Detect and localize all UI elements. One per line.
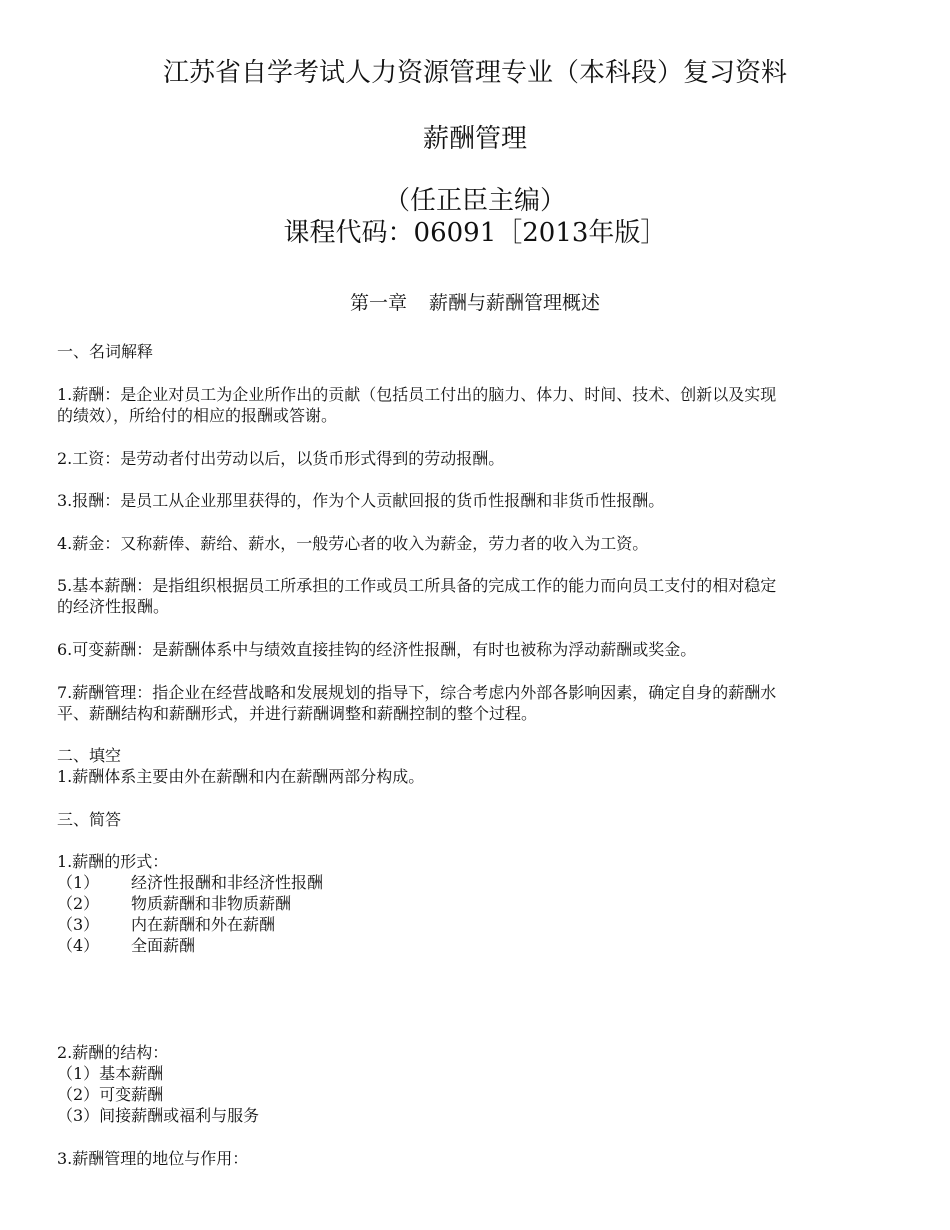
- answer-item-text: 全面薪酬: [131, 936, 196, 955]
- answer-item: [57, 914, 275, 935]
- answer-item: [57, 872, 323, 893]
- definition-item-4: 4.薪金：又称薪俸、薪给、薪水，一般劳心者的收入为薪金，劳力者的收入为工资。: [57, 534, 649, 553]
- answer-item: [57, 935, 195, 956]
- answer-item: [57, 893, 291, 914]
- answer-item-number: （3）: [57, 915, 100, 934]
- short-answer-question-2: 2.薪酬的结构：: [57, 1043, 169, 1062]
- short-answer-question-3: 3.薪酬管理的地位与作用：: [57, 1149, 249, 1168]
- section-heading-definitions: 一、名词解释: [57, 342, 154, 361]
- document-title: 江苏省自学考试人力资源管理专业（本科段）复习资料: [162, 58, 787, 88]
- definition-item-1-line-1: 1.薪酬：是企业对员工为企业所作出的贡献（包括员工付出的脑力、体力、时间、技术、创新以及实现: [57, 385, 777, 404]
- structure-item-3: （3）间接薪酬或福利与服务: [57, 1106, 260, 1125]
- structure-item-1: （1）基本薪酬: [57, 1064, 164, 1083]
- course-name: 薪酬管理: [422, 124, 527, 154]
- fill-blank-item-1: 1.薪酬体系主要由外在薪酬和内在薪酬两部分构成。: [57, 767, 425, 786]
- definition-item-2: 2.工资：是劳动者付出劳动以后，以货币形式得到的劳动报酬。: [57, 449, 505, 468]
- chapter-heading: [0, 290, 950, 316]
- answer-item-text: 经济性报酬和非经济性报酬: [131, 873, 324, 892]
- definition-item-6: 6.可变薪酬：是薪酬体系中与绩效直接挂钩的经济性报酬，有时也被称为浮动薪酬或奖金。: [57, 640, 697, 659]
- section-heading-short-answer: 三、简答: [57, 810, 122, 829]
- definition-item-5-line-2: 的经济性报酬。: [57, 597, 170, 616]
- structure-item-2: （2）可变薪酬: [57, 1085, 164, 1104]
- answer-item-text: 物质薪酬和非物质薪酬: [131, 894, 292, 913]
- chapter-number: 第一章: [349, 292, 407, 314]
- definition-item-7-line-2: 平、薪酬结构和薪酬形式，并进行薪酬调整和薪酬控制的整个过程。: [57, 704, 538, 723]
- answer-item-text: 内在薪酬和外在薪酬: [131, 915, 276, 934]
- definition-item-3: 3.报酬：是员工从企业那里获得的，作为个人贡献回报的货币性报酬和非货币性报酬。: [57, 491, 665, 510]
- answer-item-number: （2）: [57, 894, 100, 913]
- course-code: 课程代码：06091［2013年版］: [283, 218, 667, 248]
- answer-item-number: （4）: [57, 936, 100, 955]
- answer-item-number: （1）: [57, 873, 100, 892]
- definition-item-1-line-2: 的绩效），所给付的相应的报酬或答谢。: [57, 406, 338, 425]
- definition-item-5-line-1: 5.基本薪酬：是指组织根据员工所承担的工作或员工所具备的完成工作的能力而向员工支付的相对稳定: [57, 576, 777, 595]
- definition-item-7-line-1: 7.薪酬管理：指企业在经营战略和发展规划的指导下，综合考虑内外部各影响因素，确定自身的薪酬水: [57, 683, 777, 702]
- editor-line: （任正臣主编）: [383, 186, 566, 216]
- chapter-title: 薪酬与薪酬管理概述: [429, 292, 601, 314]
- short-answer-question-1: 1.薪酬的形式：: [57, 852, 169, 871]
- section-heading-fill-blank: 二、填空: [57, 746, 122, 765]
